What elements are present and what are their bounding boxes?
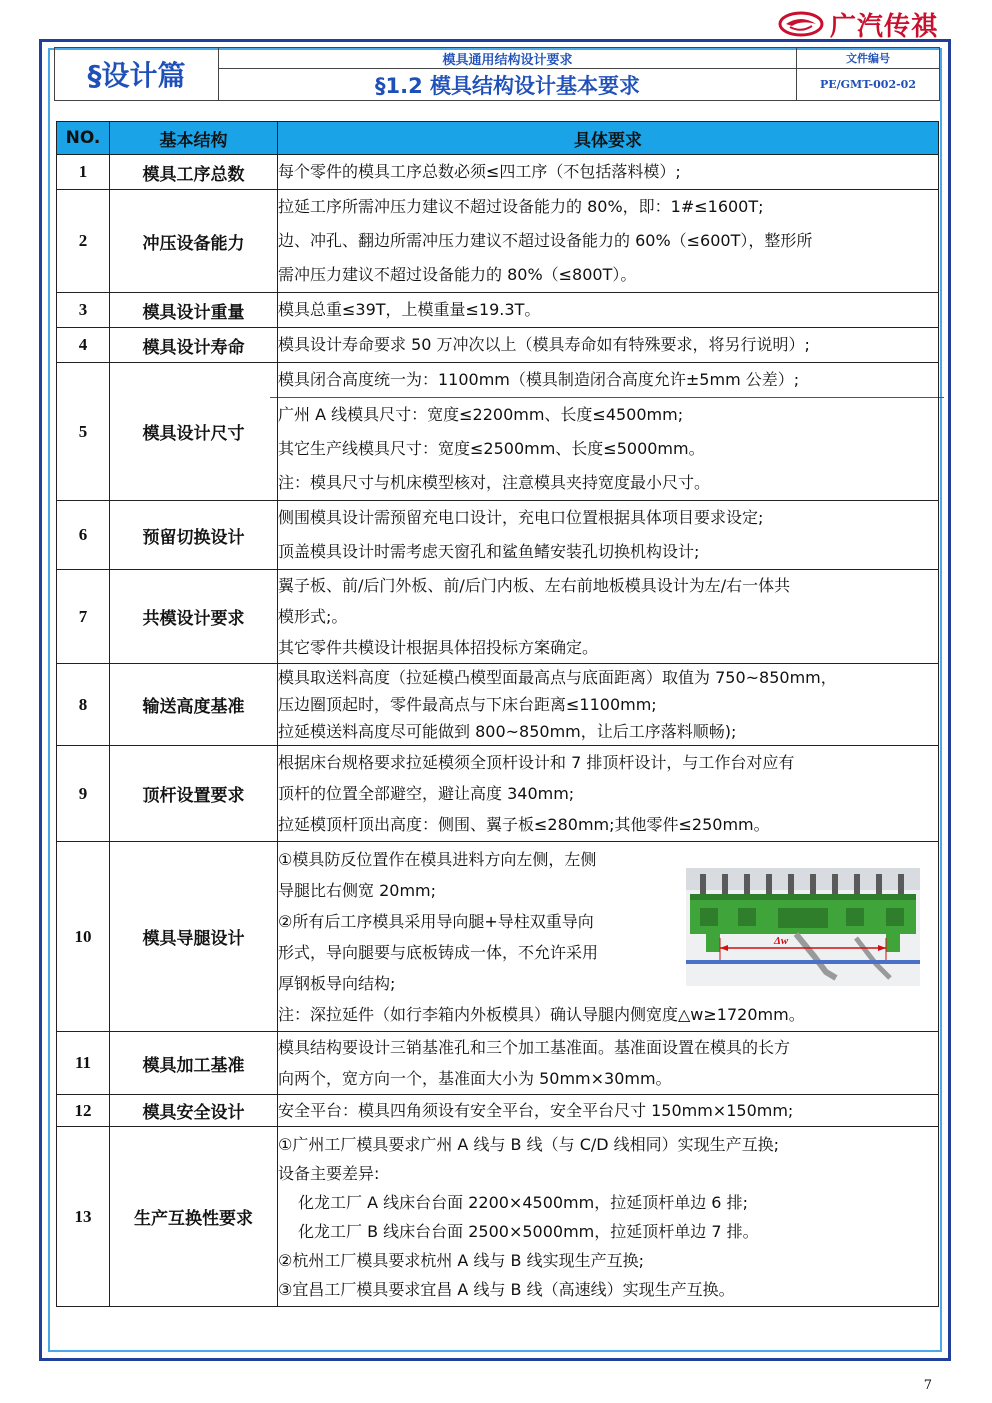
table-row: 4 模具设计寿命 模具设计寿命要求 50 万冲次以上（模具寿命如有特殊要求，将另行说明）; — [57, 328, 939, 363]
table-row: 13 生产互换性要求 ①广州工厂模具要求广州 A 线与 B 线（与 C/D 线相同）实现生产互换; 设备主要差异: 化龙工厂 A 线床台台面 2200×4500mm，拉延顶杆单边 6 排; 化龙工厂 B 线床台台面 2500×5000mm，拉延顶杆单边 7 排。 ②杭州工厂模具要求杭州 A 线与 B 线实现生产互换; ③宜昌工厂模具要求宜昌 A 线与 B 线（高速线）实现生产互换。 — [57, 1127, 939, 1307]
document-header — [54, 47, 940, 101]
table-row: 1 模具工序总数 每个零件的模具工序总数必须≤四工序（不包括落料模）; — [57, 155, 939, 190]
table-row: 5 模具设计尺寸 模具闭合高度统一为：1100mm（模具制造闭合高度允许±5mm 公差）; 广州 A 线模具尺寸：宽度≤2200mm、长度≤4500mm; 其它生产线模具尺寸：宽度≤2500mm、长度≤5000mm。 注：模具尺寸与机床模型核对，注意模具夹持宽度最小尺寸。 — [57, 363, 939, 501]
section-title: §设计篇 — [55, 48, 219, 100]
logo-text: 广汽传祺 — [830, 11, 939, 42]
table-row: 7 共模设计要求 翼子板、前/后门外板、前/后门内板、左右前地板模具设计为左/右一体共 模形式;。 其它零件共模设计根据具体招投标方案确定。 — [57, 570, 939, 664]
die-guide-diagram — [686, 868, 920, 986]
table-header-row — [57, 122, 939, 155]
doc-number: PE/GMT-002-02 — [819, 78, 916, 91]
col-requirement-header: 具体要求 — [278, 122, 939, 155]
table-row: 3 模具设计重量 模具总重≤39T，上模重量≤19.3T。 — [57, 293, 939, 328]
gac-logo-icon — [778, 11, 824, 37]
table-row: 11 模具加工基准 模具结构要设计三销基准孔和三个加工基准面。基准面设置在模具的长方 向两个，宽方向一个，基准面大小为 50mm×30mm。 — [57, 1032, 939, 1095]
brand-logo — [778, 8, 956, 40]
col-structure-header: 基本结构 — [110, 122, 278, 155]
header-subtitle: 模具通用结构设计要求 — [219, 48, 796, 69]
requirements-table — [56, 121, 939, 1307]
col-no-header: NO. — [57, 122, 110, 155]
table-row: 6 预留切换设计 侧围模具设计需预留充电口设计，充电口位置根据具体项目要求设定; 顶盖模具设计时需考虑天窗孔和鲨鱼鳍安装孔切换机构设计; — [57, 501, 939, 570]
page-title: §1.2 模具结构设计基本要求 — [374, 73, 640, 98]
table-row: 9 顶杆设置要求 根据床台规格要求拉延模须全顶杆设计和 7 排顶杆设计，与工作台对应有 顶杆的位置全部避空，避让高度 340mm; 拉延模顶杆顶出高度：侧围、翼子板≤280mm;其他零件≤250mm。 — [57, 746, 939, 842]
page-number: 7 — [923, 1378, 932, 1393]
delta-w-label: Δw — [774, 934, 789, 947]
doc-number-label: 文件编号 — [797, 48, 939, 69]
table-row: 12 模具安全设计 安全平台：模具四角须设有安全平台，安全平台尺寸 150mm×150mm; — [57, 1095, 939, 1127]
table-row: 2 冲压设备能力 拉延工序所需冲压力建议不超过设备能力的 80%，即：1#≤1600T; 边、冲孔、翻边所需冲压力建议不超过设备能力的 60%（≤600T），整形所 需冲压力建议不超过设备能力的 80%（≤800T）。 — [57, 190, 939, 293]
table-row: 8 输送高度基准 模具取送料高度（拉延模凸模型面最高点与底面距离）取值为 750~850mm， 压边圈顶起时，零件最高点与下床台距离≤1100mm; 拉延模送料高度尽可能做到 800~850mm，让后工序落料顺畅); — [57, 664, 939, 746]
table-row: 10 模具导腿设计 ①模具防反位置作在模具进料方向左侧，左侧 导腿比右侧宽 20mm; ②所有后工序模具采用导向腿+导柱双重导向 形式，导向腿要与底板铸成一体，不允许采用 厚钢板导向结构; Δw 注：深拉延件（如行李箱内外板模具）确认导腿内侧宽度△w≥1720mm。 — [57, 842, 939, 1032]
